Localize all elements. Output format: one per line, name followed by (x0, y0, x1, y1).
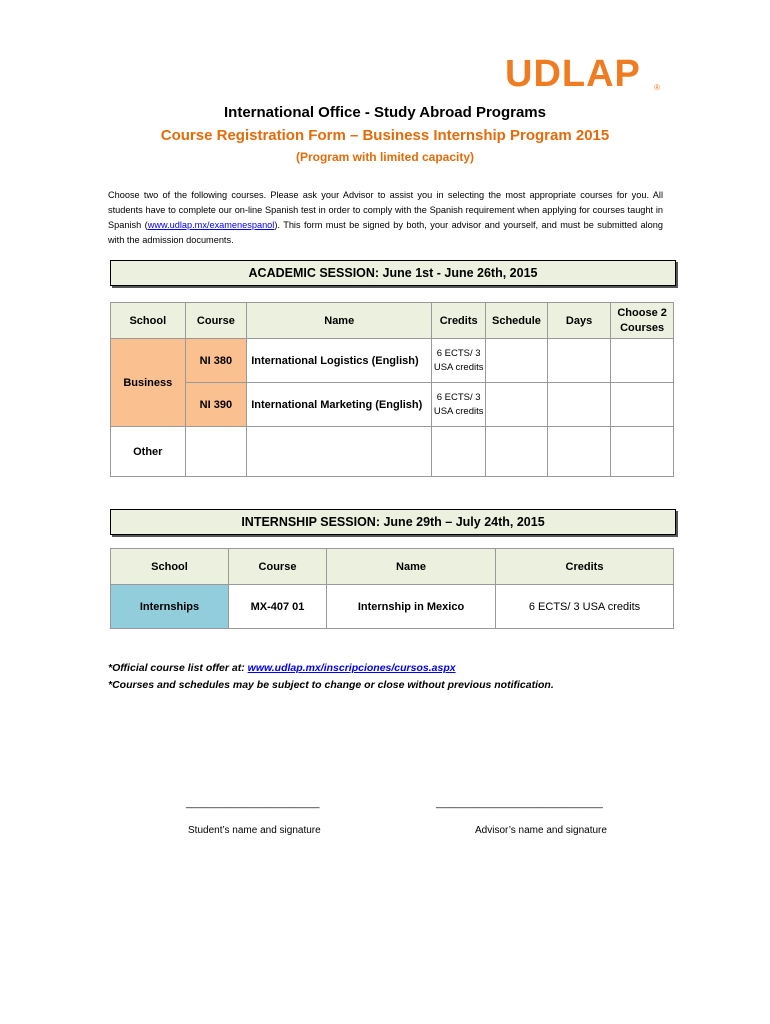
capacity-note: (Program with limited capacity) (295, 150, 475, 164)
other-days-cell[interactable] (547, 427, 610, 477)
page-title: International Office - Study Abroad Programs (224, 104, 546, 121)
table-row (111, 339, 674, 383)
advisor-signature-label: Advisor’s name and signature (475, 825, 607, 836)
header-schedule: Schedule (486, 303, 548, 339)
academic-table (110, 302, 674, 477)
advisor-signature-line[interactable]: ______________________________ (436, 798, 603, 809)
other-name-cell[interactable] (247, 427, 432, 477)
course-credits: 6 ECTS/ 3 USA credits (432, 383, 486, 427)
header-school: School (111, 303, 186, 339)
table-header-row (111, 549, 674, 585)
intro-paragraph (108, 188, 663, 248)
schedule-cell[interactable] (486, 339, 548, 383)
form-subtitle: Course Registration Form – Business Internship Program 2015 (160, 127, 610, 144)
table-row (111, 585, 674, 629)
note-prefix: *Official course list offer at: (108, 662, 248, 674)
logo-registered-mark: ® (654, 83, 660, 92)
header-choose: Choose 2 Courses (611, 303, 674, 339)
course-name: Internship in Mexico (327, 585, 496, 629)
course-list-link[interactable]: www.udlap.mx/inscripciones/cursos.aspx (247, 662, 456, 674)
course-name: International Marketing (English) (247, 383, 432, 427)
logo-text: UDLAP (505, 53, 641, 95)
header-days: Days (547, 303, 610, 339)
intro-text-after: ). This form must be signed by both, your advisor and yourself, and must be submitted along with the admission documents. (108, 220, 663, 245)
intro-text-before: Choose two of the following courses. Please ask your Advisor to assist you in selecting the most appropriate courses for you. All students have to complete our on-line Spanish test in order to comply with the Spanish requirement when applying for courses taught in Spanish ( (108, 190, 663, 230)
table-header-row (111, 303, 674, 339)
days-cell[interactable] (547, 339, 610, 383)
course-name: International Logistics (English) (247, 339, 432, 383)
spanish-test-link[interactable]: www.udlap.mx/examenespanol (147, 220, 275, 230)
other-choose-cell[interactable] (611, 427, 674, 477)
choose-cell[interactable] (611, 339, 674, 383)
school-other: Other (111, 427, 186, 477)
student-signature-line[interactable]: ________________________ (186, 798, 320, 809)
internship-session-title: INTERNSHIP SESSION: June 29th – July 24th, 2015 (110, 509, 676, 535)
udlap-logo (505, 54, 660, 94)
header-credits: Credits (496, 549, 674, 585)
internship-table (110, 548, 674, 629)
change-notice: *Courses and schedules may be subject to change or close without previous notification. (108, 679, 554, 691)
table-row (111, 427, 674, 477)
table-row (111, 383, 674, 427)
official-list-note (108, 660, 668, 677)
course-code: NI 380 (185, 339, 247, 383)
other-schedule-cell[interactable] (486, 427, 548, 477)
course-credits: 6 ECTS/ 3 USA credits (432, 339, 486, 383)
header-school: School (111, 549, 229, 585)
academic-session-title: ACADEMIC SESSION: June 1st - June 26th, 2015 (110, 260, 676, 286)
course-code: NI 390 (185, 383, 247, 427)
other-course-cell[interactable] (185, 427, 247, 477)
header-course: Course (229, 549, 327, 585)
notes (108, 660, 668, 694)
schedule-cell[interactable] (486, 383, 548, 427)
header-name: Name (327, 549, 496, 585)
header-course: Course (185, 303, 247, 339)
header-name: Name (247, 303, 432, 339)
course-code: MX-407 01 (229, 585, 327, 629)
header-credits: Credits (432, 303, 486, 339)
other-credits-cell[interactable] (432, 427, 486, 477)
student-signature-label: Student’s name and signature (188, 825, 321, 836)
school-business: Business (111, 339, 186, 427)
days-cell[interactable] (547, 383, 610, 427)
school-internships: Internships (111, 585, 229, 629)
course-credits: 6 ECTS/ 3 USA credits (496, 585, 674, 629)
choose-cell[interactable] (611, 383, 674, 427)
